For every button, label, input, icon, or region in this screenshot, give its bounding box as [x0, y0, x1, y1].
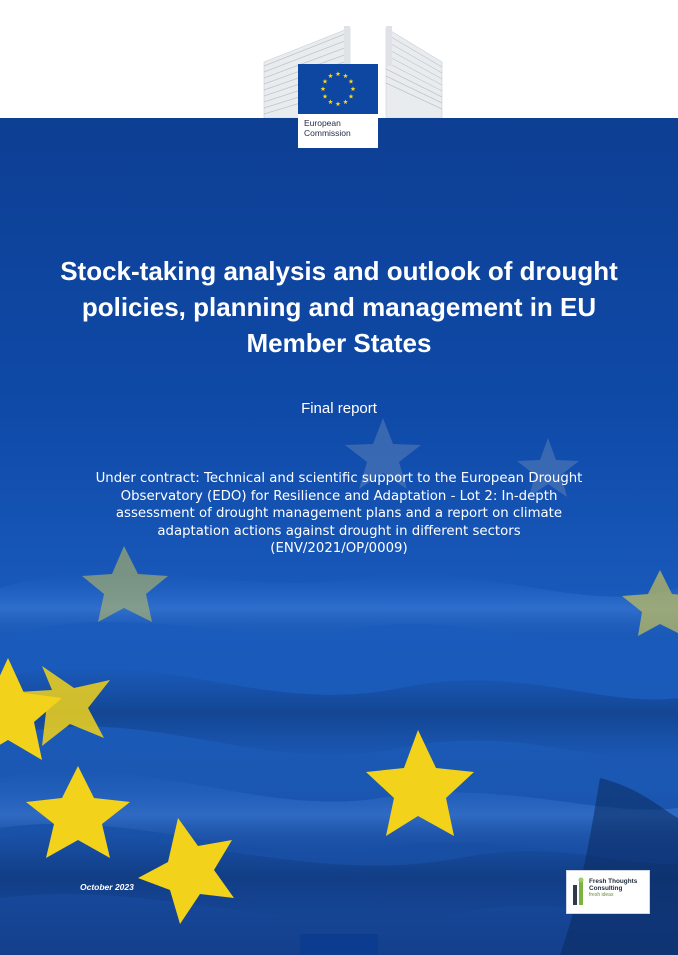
publication-date: October 2023 — [80, 882, 134, 892]
european-commission-logo — [298, 64, 378, 148]
partner-wordmark — [589, 878, 637, 900]
contract-description: Under contract: Technical and scientific support to the European Drought Observatory (EDO) for Resilience and Adaptation - Lot 2: In-depth assessment of drought management plans and a report on climate adaptation actions against drought in different sectors (ENV/2021/OP/0009) — [95, 471, 583, 556]
bottom-color-tab — [300, 934, 378, 955]
cover-area — [0, 118, 678, 955]
header-band — [0, 0, 678, 138]
logo-line-2: Commission — [304, 128, 351, 138]
partner-tagline: fresh ideas — [589, 892, 614, 899]
eu-flag-icon — [298, 64, 378, 114]
leaf-icon — [572, 877, 586, 905]
partner-line-1: Fresh Thoughts — [589, 878, 638, 885]
report-title: Stock-taking analysis and outlook of drought policies, planning and management in EU Member States — [60, 256, 618, 358]
logo-wordmark — [304, 118, 378, 138]
logo-line-1: European — [304, 118, 341, 128]
report-type: Final report — [301, 400, 377, 417]
fresh-thoughts-logo — [566, 870, 650, 914]
partner-line-2: Consulting — [589, 885, 623, 893]
